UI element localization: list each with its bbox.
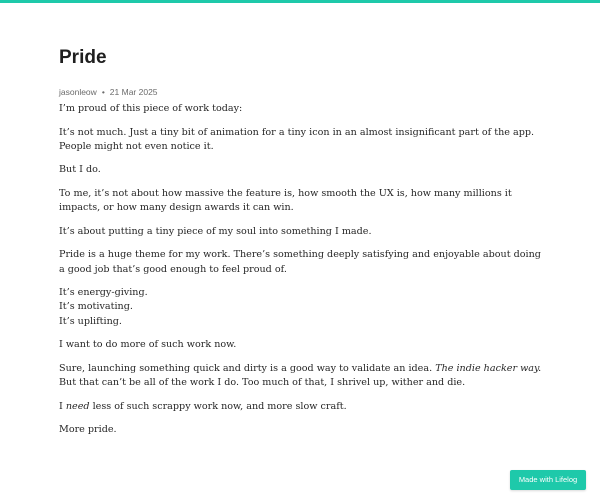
paragraph: Pride is a huge theme for my work. There’s something deeply satisfying and enjoyable about doing a good job that’s good enough to feel proud of.	[59, 249, 541, 275]
text: I	[59, 400, 66, 412]
top-accent-bar	[0, 0, 600, 3]
line: It’s motivating.	[59, 301, 133, 313]
post-title: Pride	[59, 47, 107, 68]
paragraph: But I do.	[59, 164, 101, 176]
paragraph-list	[59, 286, 549, 329]
made-with-lifelog-button[interactable]: Made with Lifelog	[510, 470, 586, 490]
post-meta	[59, 87, 549, 97]
line: It’s uplifting.	[59, 315, 122, 327]
paragraph: To me, it’s not about how massive the feature is, how smooth the UX is, how many millions it impacts, or how many design awards it can win.	[59, 187, 512, 214]
paragraph	[59, 362, 549, 390]
paragraph	[59, 400, 549, 414]
line: It’s energy-giving.	[59, 287, 148, 299]
meta-separator: •	[101, 87, 105, 97]
post-date: 21 Mar 2025	[109, 87, 158, 97]
paragraph: It’s not much. Just a tiny bit of animation for a tiny icon in an almost insignificant part of the app. People might not even notice it.	[59, 126, 535, 152]
text: But that can’t be all of the work I do. Too much of that, I shrivel up, wither and die.	[59, 376, 466, 388]
emphasis: The indie hacker way.	[435, 362, 542, 374]
post	[59, 47, 549, 447]
author-link[interactable]: jasonleow	[59, 87, 97, 97]
text: less of such scrappy work now, and more slow craft.	[89, 400, 347, 412]
paragraph: More pride.	[59, 424, 117, 436]
paragraph: I’m proud of this piece of work today:	[59, 103, 243, 114]
text: Sure, launching something quick and dirty is a good way to validate an idea.	[59, 362, 436, 374]
paragraph: It’s about putting a tiny piece of my soul into something I made.	[59, 225, 372, 237]
emphasis: need	[65, 400, 90, 412]
post-body	[59, 102, 549, 437]
paragraph: I want to do more of such work now.	[59, 339, 237, 351]
